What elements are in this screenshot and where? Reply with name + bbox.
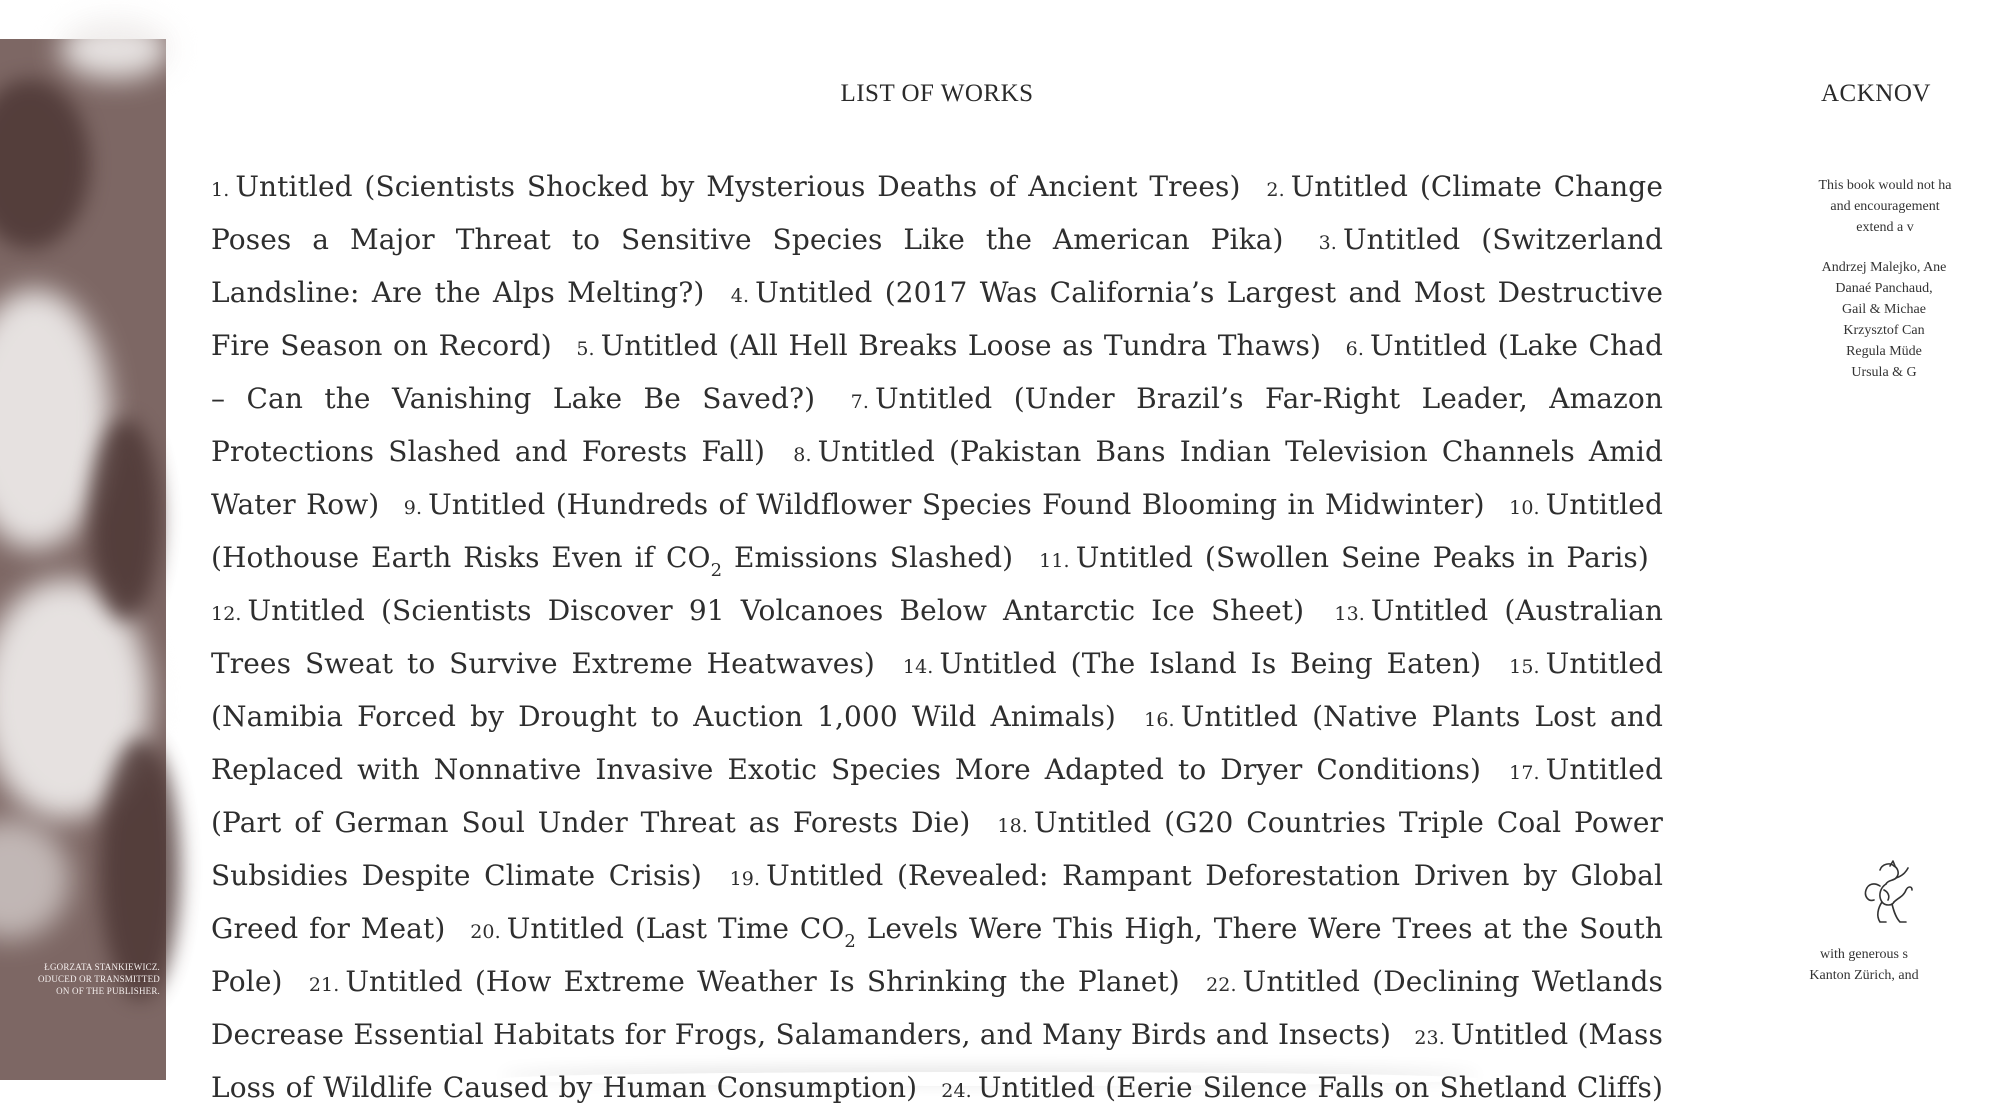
subscript-text: 2 [844,931,856,952]
page-fold-shadow [500,1072,1480,1086]
work-number: 22. [1206,974,1237,996]
work-entry [576,329,1321,362]
work-number: 1. [211,179,230,201]
acknowledgements-title: ACKNOV [1821,80,1931,107]
left-page-image [0,39,166,1080]
work-title: Untitled (Scientists Shocked by Mysterious Deaths of Ancient Trees) [235,170,1241,203]
work-title: Untitled (Eerie Silence Falls on Shetland Cliffs) [977,1071,1663,1104]
work-entry [404,488,1485,521]
work-title: Untitled (How Extreme Weather Is Shrinking the Planet) [345,965,1180,998]
intro-line: extend a v [1856,220,1914,235]
work-title: Untitled (Under Brazil’s Far-Right Leader, Amazon Protections Slashed and Forests Fall) [211,382,1663,468]
work-number: 21. [308,974,340,996]
work-title: Untitled (Hothouse Earth Risks Even if CO [211,488,1663,574]
work-number: 14. [902,656,934,678]
work-title: Untitled (Revealed: Rampant Deforestation Driven by Global Greed for Meat) [211,859,1663,945]
work-title: Untitled (Australian Trees Sweat to Survive Extreme Heatwaves) [211,594,1663,680]
work-number: 2. [1266,179,1285,201]
work-title: Untitled (The Island Is Being Eaten) [939,647,1482,680]
work-title: Untitled (Declining Wetlands Decrease Essential Habitats for Frogs, Salamanders, and Many Birds and Insects) [211,965,1663,1051]
name-line: Ursula & G [1851,365,1917,380]
work-number: 6. [1345,338,1364,360]
work-number: 23. [1414,1027,1445,1049]
work-number: 12. [211,603,242,625]
work-title: Untitled (Namibia Forced by Drought to Auction 1,000 Wild Animals) [211,647,1663,733]
work-number: 15. [1509,656,1540,678]
work-entry [903,647,1481,680]
heraldic-lion-icon [1860,858,1916,928]
photo-texture [0,39,166,1080]
work-title: Untitled (Lake Chad – Can the Vanishing Lake Be Saved?) [211,329,1664,415]
acknowledgements-intro [1765,175,2005,238]
work-number: 7. [850,391,869,413]
work-number: 10. [1509,497,1540,519]
work-number: 11. [1039,550,1070,572]
work-title: Untitled (Mass Loss of Wildlife Caused by Human Consumption) [211,1018,1663,1104]
name-line: Gail & Michae [1842,302,1926,317]
work-number: 3. [1318,232,1337,254]
work-number: 4. [730,285,750,307]
work-number: 9. [403,497,423,519]
work-entry [1039,541,1649,574]
copyright-notice [0,961,160,997]
work-title: Untitled (Last Time CO [506,912,845,945]
work-title: Untitled (Climate Change Poses a Major Threat to Sensitive Species Like the American Pika) [211,170,1663,256]
intro-line: This book would not ha [1818,178,1952,193]
work-entry [309,965,1180,998]
subscript-text: 2 [710,560,723,581]
acknowledgements-names [1764,257,2004,383]
work-entry [211,170,1241,203]
acknowledgements-page [1708,0,1952,1080]
work-title: Untitled (Hundreds of Wildflower Species Found Blooming in Midwinter) [428,488,1485,521]
support-line: with generous s [1820,947,1908,962]
work-number: 24. [941,1080,972,1102]
copyright-line: ON OF THE PUBLISHER. [56,986,160,996]
copyright-line: ŁGORZATA STANKIEWICZ. [44,962,160,972]
work-number: 19. [729,868,761,890]
list-of-works-page [166,0,1708,1104]
work-title: Untitled (2017 Was California’s Largest and Most Destructive Fire Season on Record) [211,276,1664,362]
copyright-line: ODUCED OR TRANSMITTED [37,974,160,984]
work-number: 13. [1334,603,1365,625]
work-number: 5. [576,338,595,360]
work-title: Untitled (Swollen Seine Peaks in Paris) [1075,541,1649,574]
work-number: 18. [997,815,1028,837]
name-line: Krzysztof Can [1843,323,1925,338]
work-title: Untitled (G20 Countries Triple Coal Power Subsidies Despite Climate Crisis) [211,806,1663,892]
work-title: Untitled (Native Plants Lost and Replaced with Nonnative Invasive Exotic Species More Adapted to Dryer Conditions) [211,700,1663,786]
work-title: Emissions Slashed) [722,541,1014,574]
work-number: 17. [1509,762,1540,784]
name-line: Danaé Panchaud, [1835,281,1933,296]
intro-line: and encouragement [1830,199,1940,214]
work-title: Untitled (All Hell Breaks Loose as Tundra Thaws) [600,329,1322,362]
name-line: Regula Müde [1846,344,1922,359]
support-credits [1744,944,1984,986]
work-title: Untitled (Part of German Soul Under Threat as Forests Die) [211,753,1663,839]
name-line: Andrzej Malejko, Ane [1821,260,1947,275]
page-title: LIST OF WORKS [840,80,1034,107]
work-title: Levels Were This High, There Were Trees at the South Pole) [211,912,1663,998]
work-number: 20. [470,921,501,943]
work-number: 16. [1144,709,1175,731]
works-list [211,162,1663,1116]
work-title: Untitled (Pakistan Bans Indian Television Channels Amid Water Row) [211,435,1663,521]
support-line: Kanton Zürich, and [1809,968,1919,983]
work-entry [211,594,1304,627]
work-number: 8. [793,444,812,466]
work-title: Untitled (Scientists Discover 91 Volcanoes Below Antarctic Ice Sheet) [247,594,1305,627]
work-title: Untitled (Switzerland Landsline: Are the Alps Melting?) [211,223,1663,309]
